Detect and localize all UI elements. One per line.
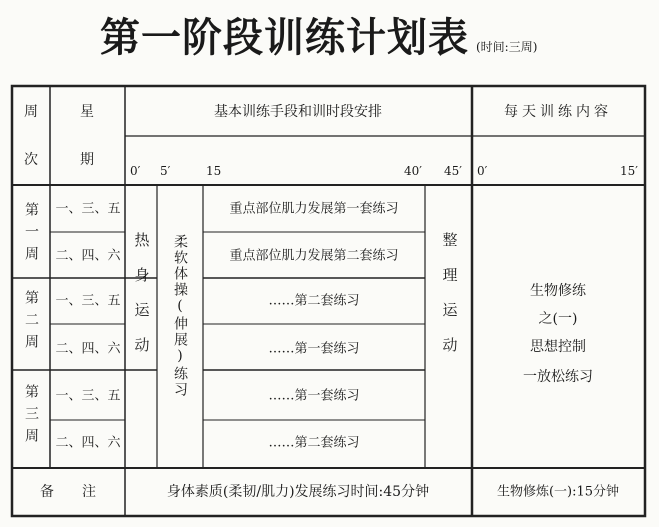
week-3-days-b: 二、四、六 [55, 435, 121, 451]
week-2-exercise-b: ……第一套练习 [268, 341, 360, 357]
week-1-exercise-b: 重点部位肌力发展第二套练习 [229, 248, 399, 264]
cooldown-label: 整理运动 [440, 232, 459, 372]
week-2-exercise-a: ……第二套练习 [268, 293, 360, 309]
header-week-bottom: 次 [24, 152, 38, 168]
notes-text: 身体素质(柔韧/肌力)发展练习时间:45分钟 [166, 484, 430, 500]
header-day-bottom: 期 [80, 152, 94, 168]
warmup-label: 热身运动 [132, 232, 151, 372]
page-title: 第一阶段训练计划表 [100, 15, 469, 61]
tick-daily-15: 15′ [620, 164, 638, 178]
tick-40: 40′ [404, 164, 422, 178]
notes-daily-text: 生物修炼(一):15分钟 [496, 484, 620, 500]
week-2-label: 第二周 [23, 290, 39, 356]
week-3-days-a: 一、三、五 [55, 388, 121, 404]
week-1-exercise-a: 重点部位肌力发展第一套练习 [229, 201, 399, 217]
daily-content-line-1: 生物修练 [530, 283, 586, 299]
tick-45: 45′ [444, 164, 462, 178]
flex-exercise-label: 柔软体操(伸展)练习 [172, 234, 188, 398]
page-subtitle: (时间:三周) [476, 40, 538, 54]
week-3-label: 第三周 [23, 384, 39, 450]
tick-5: 5′ [160, 164, 171, 178]
schedule-header: 基本训练手段和训时段安排 [214, 104, 382, 120]
daily-header: 每天训练内容 [504, 104, 612, 120]
week-1-days-a: 一、三、五 [55, 201, 121, 217]
tick-daily-0: 0′ [477, 164, 488, 178]
week-2-days-a: 一、三、五 [55, 293, 121, 309]
week-3-exercise-a: ……第一套练习 [268, 388, 360, 404]
week-3-exercise-b: ……第二套练习 [268, 435, 360, 451]
daily-content-line-2: 之(一) [538, 311, 578, 327]
daily-content-line-3: 思想控制 [530, 339, 586, 355]
tick-0: 0′ [130, 164, 141, 178]
week-2-days-b: 二、四、六 [55, 341, 121, 357]
week-1-label: 第一周 [23, 202, 39, 268]
header-week-top: 周 [24, 104, 38, 120]
notes-label: 备 注 [40, 484, 96, 500]
daily-content-line-4: 一放松练习 [523, 369, 593, 385]
week-1-days-b: 二、四、六 [55, 248, 121, 264]
tick-15: 15 [206, 164, 222, 178]
header-day-top: 星 [80, 104, 94, 120]
